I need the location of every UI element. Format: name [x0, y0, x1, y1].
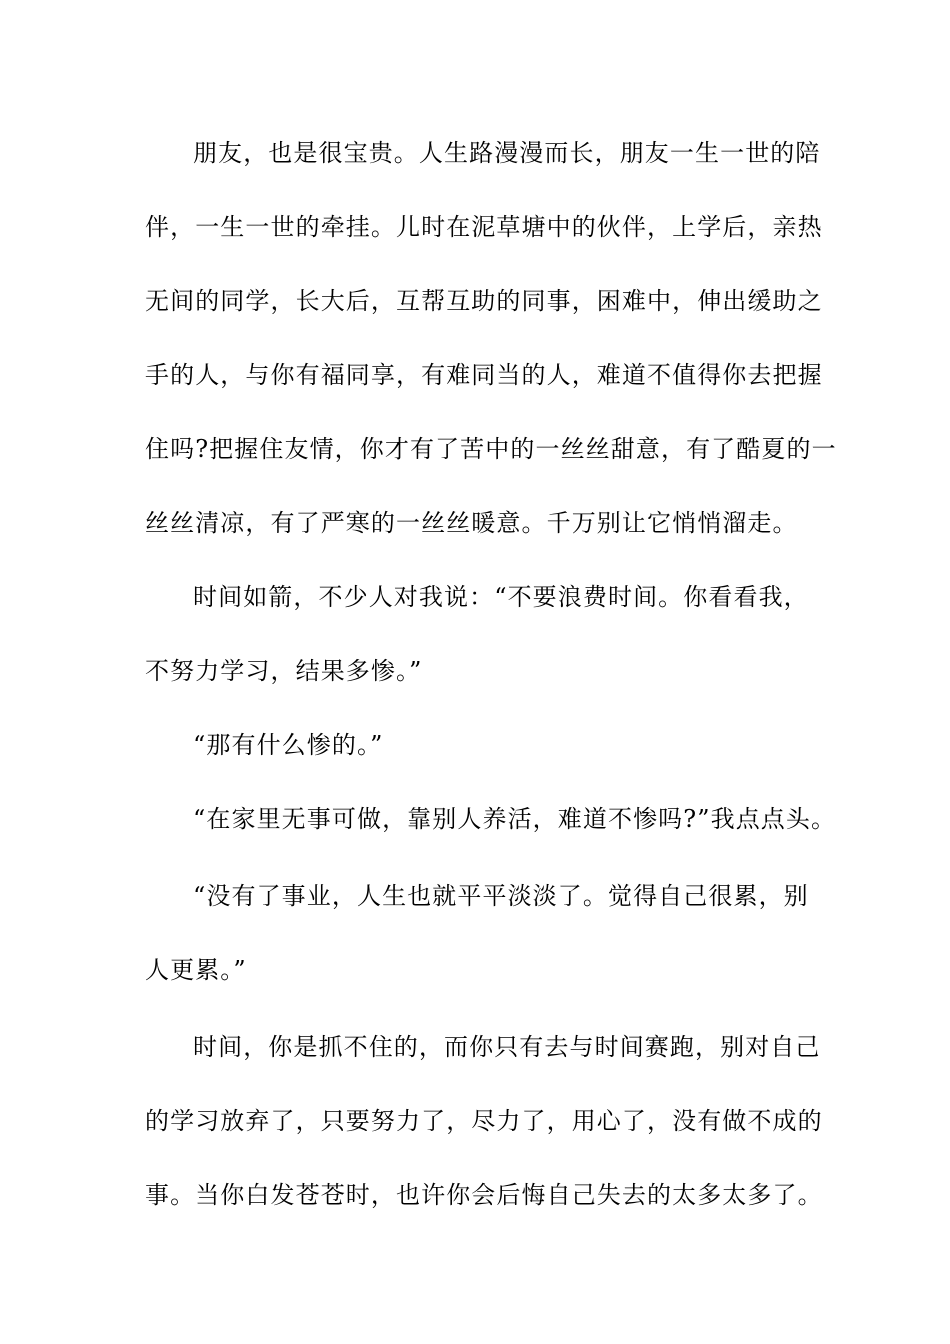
paragraph-line: 事。当你白发苍苍时，也许你会后悔自己失去的太多太多了。 [145, 1181, 823, 1209]
paragraph-line: “在家里无事可做，靠别人养活，难道不惨吗?”我点点头。 [193, 805, 837, 833]
paragraph-line: 手的人，与你有福同享，有难同当的人，难道不值得你去把握 [145, 361, 823, 389]
paragraph-line: 时间如箭，不少人对我说：“不要浪费时间。你看看我， [193, 583, 809, 611]
paragraph-line: 丝丝清凉，有了严寒的一丝丝暖意。千万别让它悄悄溜走。 [145, 509, 798, 537]
paragraph-line: 朋友，也是很宝贵。人生路漫漫而长，朋友一生一世的陪 [193, 139, 821, 167]
paragraph-line: 伴，一生一世的牵挂。儿时在泥草塘中的伙伴，上学后，亲热 [145, 213, 823, 241]
paragraph-line: 住吗?把握住友情，你才有了苦中的一丝丝甜意，有了酷夏的一 [145, 435, 837, 463]
paragraph-line: 不努力学习，结果多惨。” [145, 657, 423, 685]
paragraph-line: 无间的同学，长大后，互帮互助的同事，困难中，伸出缓助之 [145, 287, 823, 315]
paragraph-line: 的学习放弃了，只要努力了，尽力了，用心了，没有做不成的 [145, 1107, 823, 1135]
paragraph-line: “那有什么惨的。” [193, 731, 384, 759]
paragraph-line: “没有了事业，人生也就平平淡淡了。觉得自己很累，别 [193, 882, 809, 910]
paragraph-line: 人更累。” [145, 956, 247, 984]
paragraph-line: 时间，你是抓不住的，而你只有去与时间赛跑，别对自己 [193, 1033, 821, 1061]
